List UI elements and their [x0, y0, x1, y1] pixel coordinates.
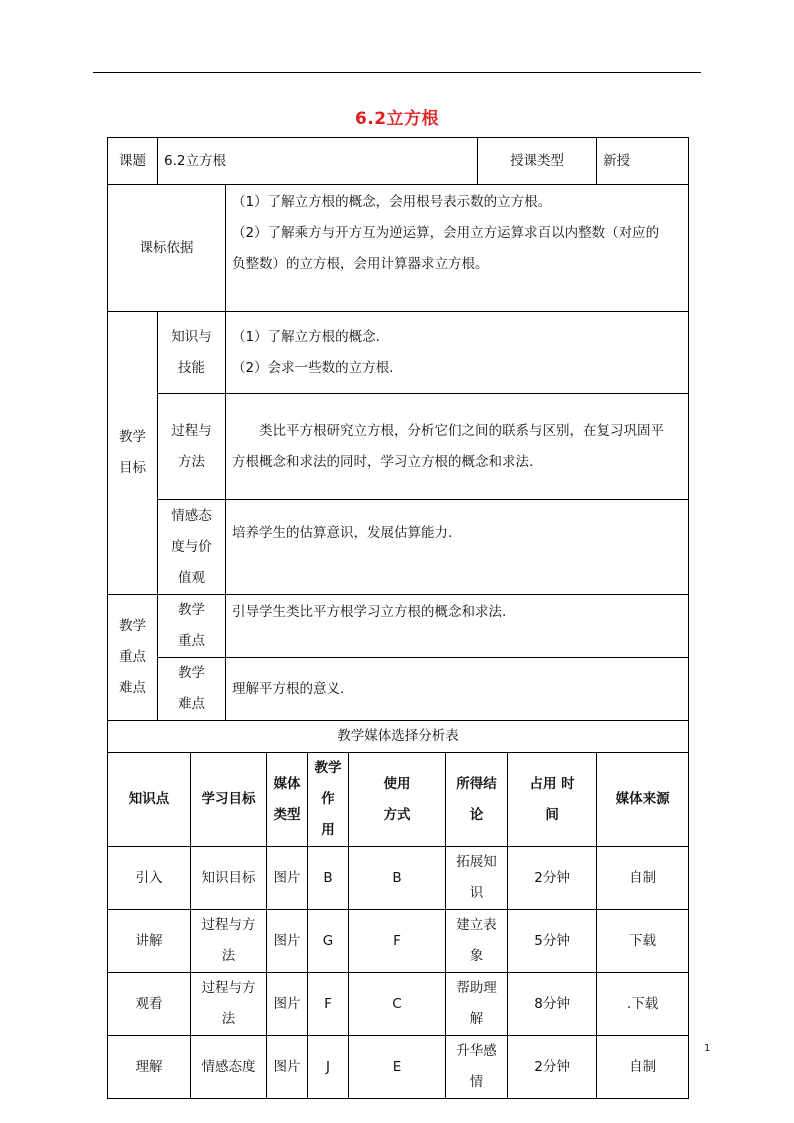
topic-value: 6.2立方根 — [158, 138, 478, 185]
process-method-content — [226, 394, 689, 500]
cell-goal-line: 法 — [221, 1011, 236, 1027]
standards-line: （1）了解立方根的概念，会用根号表示数的立方根。 — [232, 194, 552, 210]
cell-point: 理解 — [108, 1036, 191, 1099]
cell-usage: F — [349, 910, 446, 973]
page-number: 1 — [704, 1043, 711, 1054]
standards-line: 负整数）的立方根，会用计算器求立方根。 — [232, 256, 489, 272]
cell-goal: 情感态度 — [191, 1036, 267, 1099]
keypoints-label-line: 重点 — [119, 649, 146, 665]
cell-conclusion: 帮助理解 — [446, 973, 508, 1036]
lesson-type-value: 新授 — [597, 138, 689, 185]
topic-label: 课题 — [108, 138, 158, 185]
emotion-label-line: 值观 — [178, 569, 205, 586]
lesson-type-label: 授课类型 — [478, 138, 597, 185]
cell-usage: E — [349, 1036, 446, 1099]
emotion-value-content: 培养学生的估算意识，发展估算能力. — [226, 500, 689, 595]
table-row — [108, 1036, 689, 1099]
process-method-label — [158, 394, 226, 500]
header-line: 间 — [545, 806, 559, 823]
keypoints-label-line: 难点 — [119, 680, 146, 696]
header-conclusion: 所得结论 — [446, 753, 508, 847]
focus-label-line: 教学 — [178, 602, 205, 618]
cell-conclusion: 拓展知识 — [446, 847, 508, 910]
difficulty-row — [108, 658, 689, 721]
objective-emotion-row — [108, 500, 689, 595]
cell-conclusion: 升华感情 — [446, 1036, 508, 1099]
cell-goal-line: 过程与方 — [201, 917, 256, 933]
objective-process-row — [108, 394, 689, 500]
cell-type: 图片 — [267, 847, 308, 910]
knowledge-line: （1）了解立方根的概念. — [232, 328, 380, 345]
header-time — [508, 753, 597, 847]
standards-line: （2）了解乘方与开方互为逆运算，会用立方运算求百以内整数（对应的 — [232, 225, 660, 241]
cell-source: .下载 — [597, 973, 689, 1036]
lesson-plan-table — [107, 137, 689, 1099]
cell-role: J — [308, 1036, 349, 1099]
header-line: 占用 时 — [529, 775, 575, 792]
keypoints-label — [108, 595, 158, 721]
topic-row — [108, 138, 689, 185]
header-line: 使用 — [383, 775, 411, 792]
cell-usage: C — [349, 973, 446, 1036]
knowledge-label-line: 知识与 — [171, 328, 212, 345]
table-row — [108, 973, 689, 1036]
cell-time: 8分钟 — [508, 973, 597, 1036]
cell-role: G — [308, 910, 349, 973]
header-teaching-role — [308, 753, 349, 847]
objectives-label-line: 目标 — [119, 460, 146, 476]
media-table-caption: 教学媒体选择分析表 — [108, 721, 689, 753]
difficulty-label-line: 教学 — [178, 665, 205, 681]
header-line: 方式 — [383, 806, 411, 823]
header-knowledge-point: 知识点 — [108, 753, 191, 847]
cell-goal — [191, 910, 267, 973]
cell-goal-line: 法 — [221, 948, 236, 964]
difficulty-label — [158, 658, 226, 721]
emotion-label-line: 度与价 — [171, 538, 212, 555]
cell-time: 2分钟 — [508, 1036, 597, 1099]
focus-label-line: 重点 — [178, 633, 205, 649]
objectives-label — [108, 312, 158, 595]
cell-role: F — [308, 973, 349, 1036]
process-line: 类比平方根研究立方根，分析它们之间的联系与区别，在复习巩固平 — [259, 422, 664, 439]
standards-row — [108, 185, 689, 312]
emotion-label-line: 情感态 — [171, 507, 212, 524]
process-label-line: 过程与 — [171, 422, 212, 439]
cell-point: 引入 — [108, 847, 191, 910]
objective-knowledge-row — [108, 312, 689, 394]
difficulty-label-line: 难点 — [178, 696, 205, 712]
table-row — [108, 910, 689, 973]
cell-point: 观看 — [108, 973, 191, 1036]
knowledge-skill-content — [226, 312, 689, 394]
header-media-type — [267, 753, 308, 847]
header-source: 媒体来源 — [597, 753, 689, 847]
focus-content: 引导学生类比平方根学习立方根的概念和求法. — [226, 595, 689, 658]
header-rule — [93, 72, 701, 73]
header-line: 类型 — [273, 806, 301, 823]
cell-role: B — [308, 847, 349, 910]
header-line: 教学 作 — [314, 760, 342, 807]
media-header-row — [108, 753, 689, 847]
cell-type: 图片 — [267, 973, 308, 1036]
process-label-line: 方法 — [178, 453, 205, 470]
knowledge-label-line: 技能 — [178, 359, 205, 376]
header-learning-goal: 学习目标 — [191, 753, 267, 847]
cell-goal-line: 过程与方 — [201, 980, 256, 996]
cell-source: 自制 — [597, 847, 689, 910]
knowledge-skill-label — [158, 312, 226, 394]
cell-goal — [191, 973, 267, 1036]
cell-time: 5分钟 — [508, 910, 597, 973]
cell-time: 2分钟 — [508, 847, 597, 910]
objectives-label-line: 教学 — [119, 429, 146, 445]
keypoints-label-line: 教学 — [119, 618, 146, 634]
page-title: 6.2立方根 — [354, 109, 440, 129]
table-row — [108, 847, 689, 910]
emotion-value-label — [158, 500, 226, 595]
cell-type: 图片 — [267, 910, 308, 973]
cell-point: 讲解 — [108, 910, 191, 973]
header-line: 用 — [321, 822, 335, 838]
knowledge-line: （2）会求一些数的立方根. — [232, 359, 394, 376]
cell-conclusion: 建立表象 — [446, 910, 508, 973]
focus-row — [108, 595, 689, 658]
cell-type: 图片 — [267, 1036, 308, 1099]
cell-usage: B — [349, 847, 446, 910]
cell-source: 下载 — [597, 910, 689, 973]
header-line: 媒体 — [273, 775, 301, 792]
cell-goal: 知识目标 — [191, 847, 267, 910]
focus-label — [158, 595, 226, 658]
header-usage — [349, 753, 446, 847]
standards-content — [226, 185, 689, 312]
difficulty-content: 理解平方根的意义. — [226, 658, 689, 721]
cell-source: 自制 — [597, 1036, 689, 1099]
media-caption-row — [108, 721, 689, 753]
standards-label: 课标依据 — [108, 185, 226, 312]
process-line: 方根概念和求法的同时，学习立方根的概念和求法. — [232, 453, 534, 470]
